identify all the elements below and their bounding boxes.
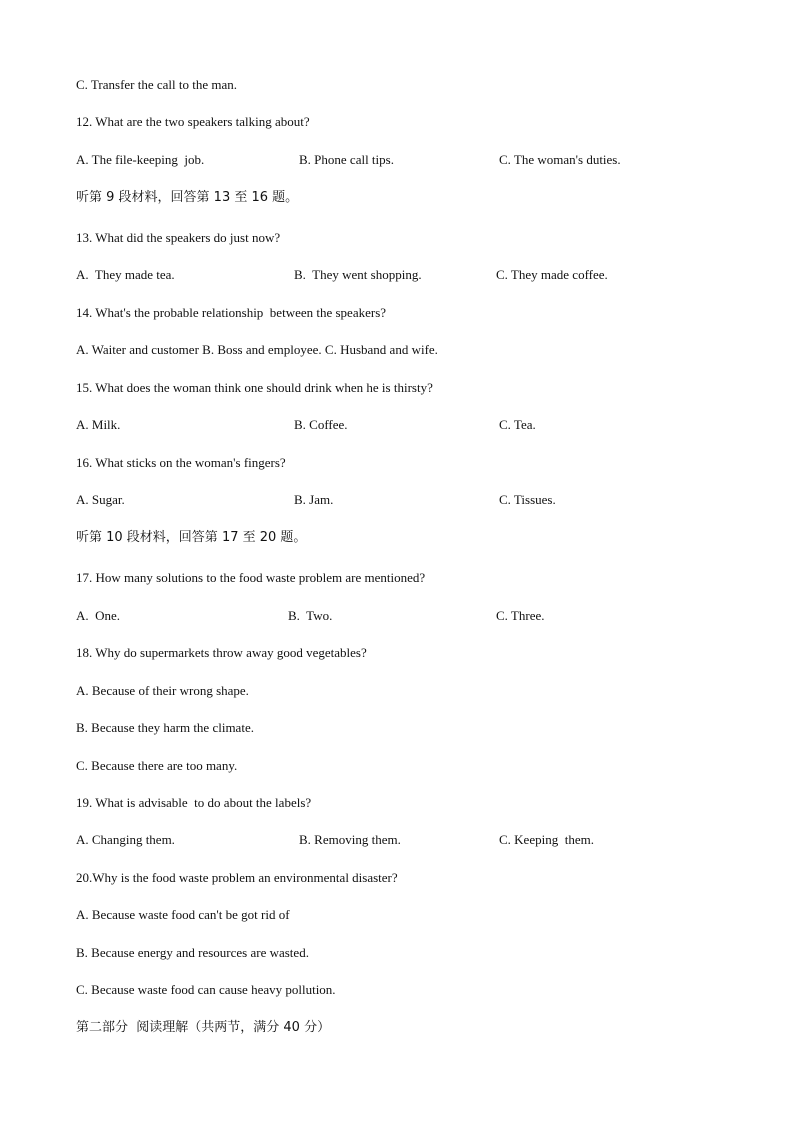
q16-option-b: B. Jam. (294, 492, 334, 507)
q17-option-a: A. One. (76, 608, 121, 623)
q15-option-b: B. Coffee. (294, 417, 348, 432)
q13-option-c: C. They made coffee. (496, 267, 608, 282)
question-19: 19. What is advisable to do about the labels? (76, 795, 312, 810)
q12-option-b: B. Phone call tips. (299, 152, 394, 167)
question-18: 18. Why do supermarkets throw away good vegetables? (76, 645, 367, 660)
q18-option-b: B. Because they harm the climate. (76, 720, 254, 735)
q20-option-a: A. Because waste food can't be got rid of (76, 907, 290, 922)
q11-option-c: C. Transfer the call to the man. (76, 77, 238, 92)
q12-option-a: A. The file-keeping job. (76, 152, 205, 167)
q20-option-b: B. Because energy and resources are wasted. (76, 945, 309, 960)
q18-option-c: C. Because there are too many. (76, 758, 238, 773)
q16-option-c: C. Tissues. (499, 492, 556, 507)
question-12: 12. What are the two speakers talking about? (76, 114, 310, 129)
q19-option-a: A. Changing them. (76, 832, 175, 847)
q15-option-a: A. Milk. (76, 417, 121, 432)
section-heading-9: 听第 9 段材料，回答第 13 至 16 题。 (76, 190, 299, 205)
q18-option-a: A. Because of their wrong shape. (76, 683, 249, 698)
q13-option-a: A. They made tea. (76, 267, 175, 282)
question-16: 16. What sticks on the woman's fingers? (76, 455, 286, 470)
section-heading-10: 听第 10 段材料，回答第 17 至 20 题。 (76, 530, 307, 545)
question-13: 13. What did the speakers do just now? (76, 230, 281, 245)
q17-option-b: B. Two. (288, 608, 333, 623)
q19-option-c: C. Keeping them. (499, 832, 594, 847)
part-two-heading: 第二部分 阅读理解（共两节，满分 40 分） (76, 1020, 331, 1035)
q17-option-c: C. Three. (496, 608, 545, 623)
question-15: 15. What does the woman think one should drink when he is thirsty? (76, 380, 433, 395)
q12-option-c: C. The woman's duties. (499, 152, 621, 167)
question-17: 17. How many solutions to the food waste problem are mentioned? (76, 570, 426, 585)
q13-option-b: B. They went shopping. (294, 267, 422, 282)
q14-options: A. Waiter and customer B. Boss and employee. C. Husband and wife. (76, 342, 438, 357)
question-14: 14. What's the probable relationship between the speakers? (76, 305, 387, 320)
q19-option-b: B. Removing them. (299, 832, 401, 847)
q15-option-c: C. Tea. (499, 417, 536, 432)
q20-option-c: C. Because waste food can cause heavy pollution. (76, 982, 336, 997)
question-20: 20.Why is the food waste problem an environmental disaster? (76, 870, 398, 885)
q16-option-a: A. Sugar. (76, 492, 125, 507)
